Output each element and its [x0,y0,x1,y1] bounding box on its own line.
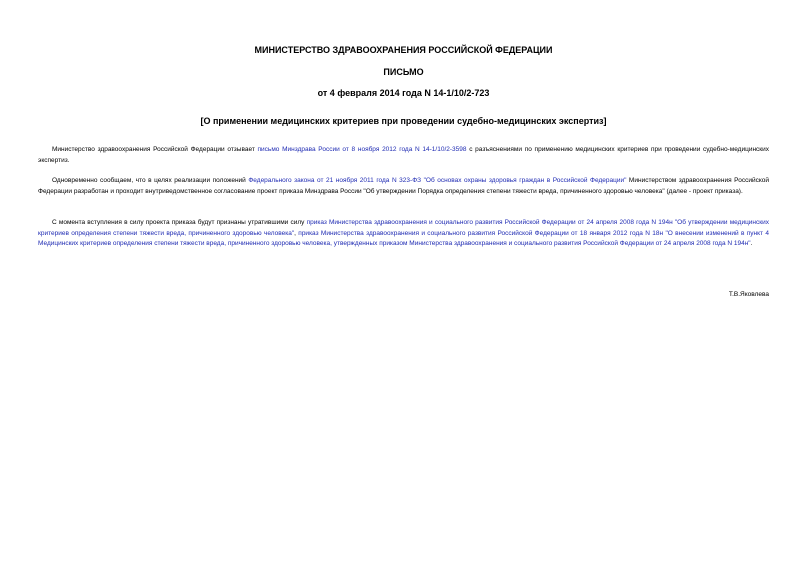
document-subject: [О применении медицинских критериев при проведении судебно-медицинских экспертиз] [200,116,607,126]
paragraph-2 [38,176,769,197]
ministry-title: МИНИСТЕРСТВО ЗДРАВООХРАНЕНИЯ РОССИЙСКОЙ ФЕДЕРАЦИИ [254,45,553,55]
doc-link[interactable]: приказ Министерства здравоохранения и социального развития Российской Федерации от 18 января 2012 года N 18н "О внесении изменений в пункт 4 Медицинских критериев определения степени тяжести вреда, причиненного здоровью человека, утвержденных приказом Министерства здравоохранения и социального развития Российской Федерации от 24 апреля 2008 года N 194н" [38,229,770,247]
paragraph-text: с разъяснениями по применению медицинских критериев при проведении судебно-медицинских экспертиз. [38,146,770,164]
paragraph-1 [38,145,769,166]
doc-link[interactable]: Федерального закона от 21 ноября 2011 года N 323-ФЗ "Об основах охраны здоровья граждан в Российской Федерации" [248,177,627,184]
paragraph-text: Министерство здравоохранения Российской Федерации отзывает [52,146,258,153]
paragraph-text: , [294,229,299,237]
paragraph-text: Одновременно сообщаем, что в целях реализации положений [52,177,249,184]
paragraph-text: . [750,240,753,247]
paragraph-text: С момента вступления в силу проекта приказа будут признаны утратившими силу [52,219,307,226]
doc-link[interactable]: письмо Минздрава России от 8 ноября 2012 года N 14-1/10/2-3598 [257,146,467,153]
paragraph-3 [38,218,769,250]
document-type: ПИСЬМО [383,67,424,77]
doc-link[interactable]: приказ Министерства здравоохранения и социального развития Российской Федерации от 24 апреля 2008 года N 194н "Об утверждении медицинских критериев определения степени тяжести вреда, причиненного здоровью человека" [38,219,769,237]
paragraph-text: Министерством здравоохранения Российской Федерации разработан и проходит внутриведомственное согласование проект приказа Минздрава России "Об утверждении Порядка определения степени тяжести вреда, причиненного здоровью человека" (далее - проект приказа). [38,177,770,195]
document-date-number: от 4 февраля 2014 года N 14-1/10/2-723 [317,88,490,98]
signature: Т.В.Яковлева [728,291,769,298]
